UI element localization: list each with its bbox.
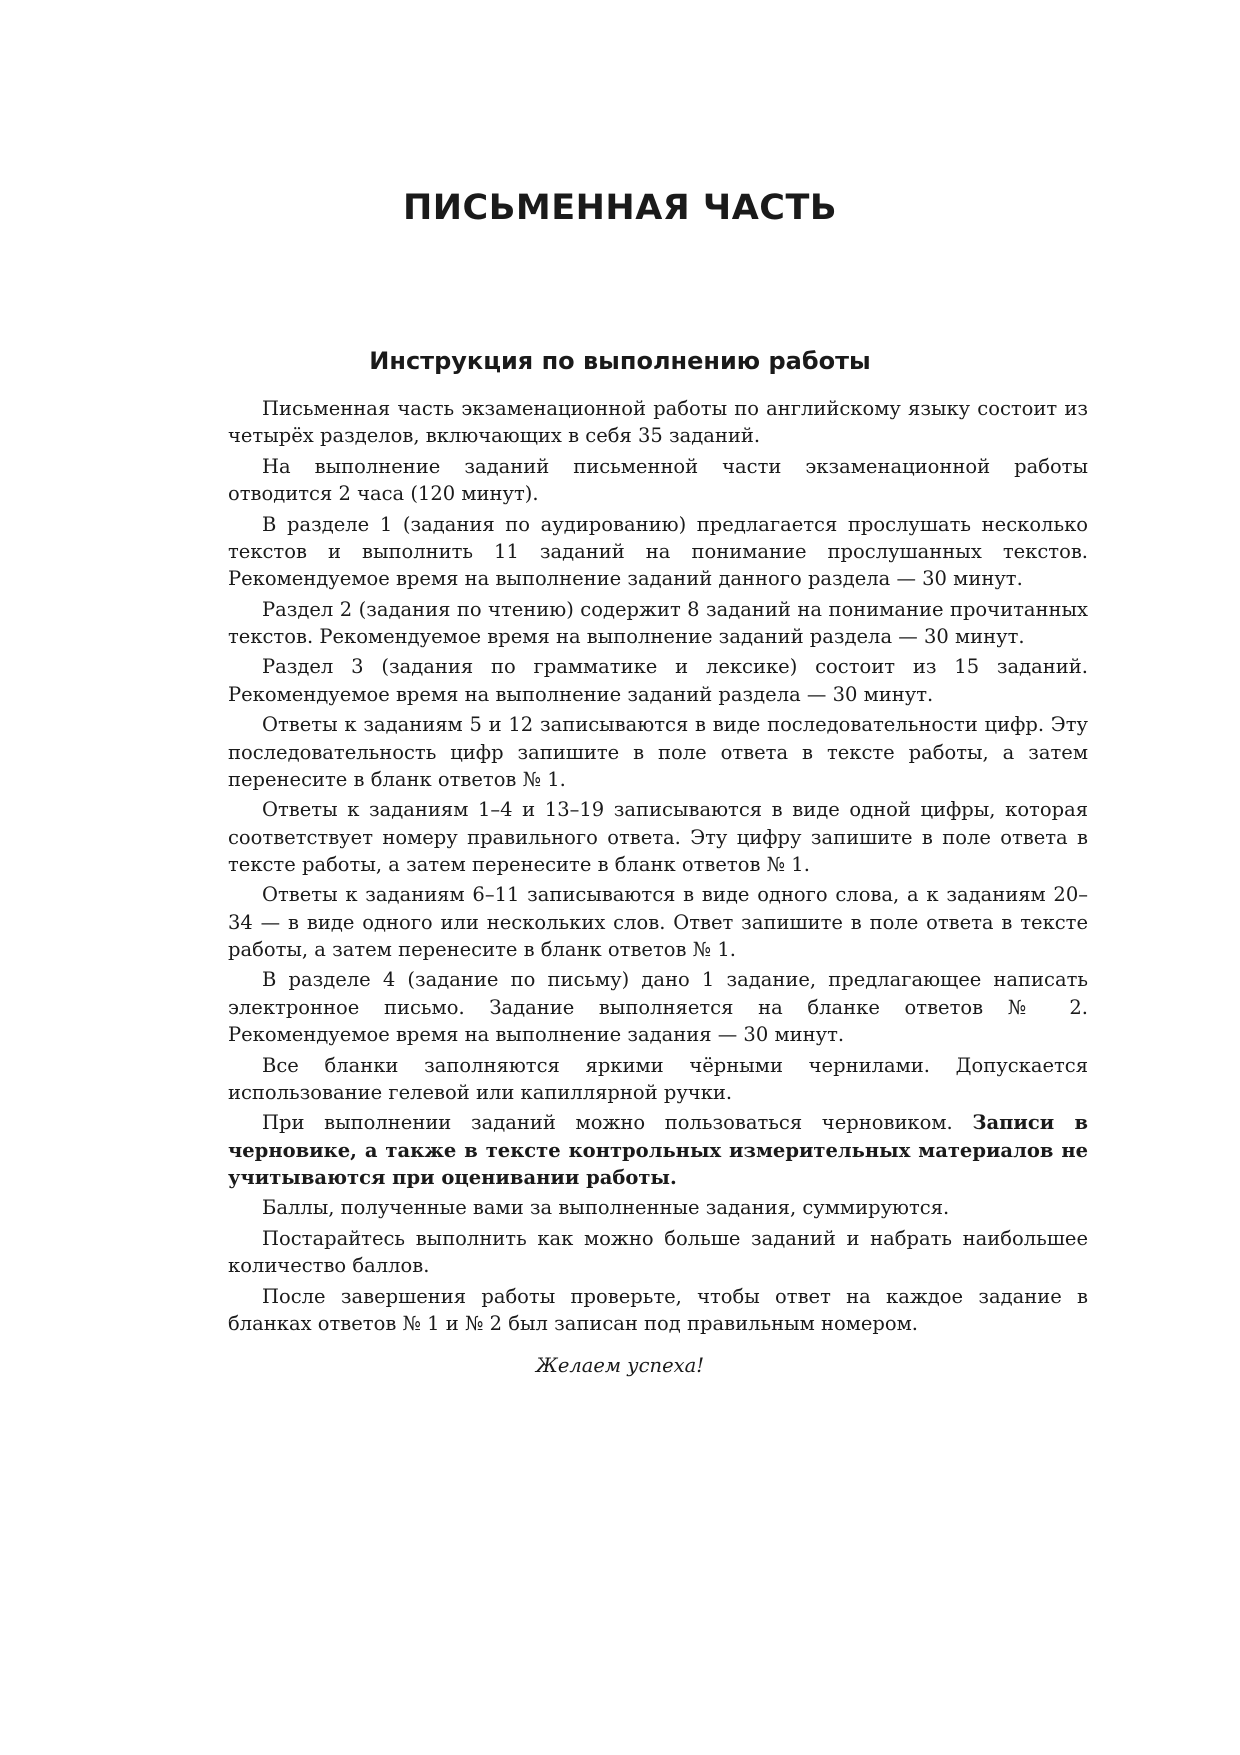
paragraph: На выполнение заданий письменной части экзаменационной работы отводится 2 часа (120 минут). bbox=[228, 454, 1088, 506]
instructions-body bbox=[228, 395, 1088, 1340]
paragraph: Ответы к заданиям 6–11 записываются в виде одного слова, а к заданиям 20–34 — в виде одного или нескольких слов. Ответ запишите в поле ответа в тексте работы, а затем перенесите в бланк ответов № 1. bbox=[228, 883, 1088, 961]
paragraph: После завершения работы проверьте, чтобы ответ на каждое задание в бланках ответов № 1 и № 2 был записан под правильным номером. bbox=[228, 1284, 1088, 1335]
paragraph: Баллы, полученные вами за выполненные задания, суммируются. bbox=[262, 1196, 950, 1220]
draft-warning: Записи в черновике, а также в тексте контрольных измерительных материалов не учитываются при оценивании работы. bbox=[228, 1111, 1088, 1189]
paragraph: Раздел 3 (задания по грамматике и лексике) состоит из 15 заданий. Рекомендуемое время на выполнение заданий раздела — 30 минут. bbox=[228, 655, 1088, 706]
paragraph: Ответы к заданиям 5 и 12 записываются в виде последовательности цифр. Эту последовательность цифр запишите в поле ответа в тексте работы, а затем перенесите в бланк ответов № 1. bbox=[228, 713, 1088, 791]
draft-paragraph bbox=[228, 1109, 1088, 1191]
page-title: ПИСЬМЕННАЯ ЧАСТЬ bbox=[402, 188, 838, 228]
paragraph: Письменная часть экзаменационной работы по английскому языку состоит из четырёх разделов, включающих в себя 35 заданий. bbox=[228, 397, 1088, 448]
closing-wish: Желаем успеха! bbox=[535, 1354, 705, 1377]
paragraph: Раздел 2 (задания по чтению) содержит 8 заданий на понимание прочитанных текстов. Рекомендуемое время на выполнение заданий раздела — 30 минут. bbox=[228, 597, 1088, 648]
paragraph: Все бланки заполняются яркими чёрными чернилами. Допускается использование гелевой или капиллярной ручки. bbox=[228, 1053, 1088, 1104]
paragraph: В разделе 4 (задание по письму) дано 1 задание, предлагающее написать электронное письмо. Задание выполняется на бланке ответов № 2. Рекомендуемое время на выполнение задания — 30 минут. bbox=[228, 968, 1088, 1047]
instructions-heading: Инструкция по выполнению работы bbox=[369, 347, 871, 375]
paragraph: Постарайтесь выполнить как можно больше заданий и набрать наибольшее количество баллов. bbox=[228, 1226, 1088, 1278]
draft-note: При выполнении заданий можно пользоваться черновиком. bbox=[262, 1111, 953, 1135]
paragraph: Ответы к заданиям 1–4 и 13–19 записываются в виде одной цифры, которая соответствует номеру правильного ответа. Эту цифру запишите в поле ответа в тексте работы, а затем перенесите в бланк ответов № 1. bbox=[228, 798, 1088, 876]
paragraph: В разделе 1 (задания по аудированию) предлагается прослушать несколько текстов и выполнить 11 заданий на понимание прослушанных текстов. Рекомендуемое время на выполнение заданий данного раздела — 30 минут. bbox=[228, 512, 1088, 591]
